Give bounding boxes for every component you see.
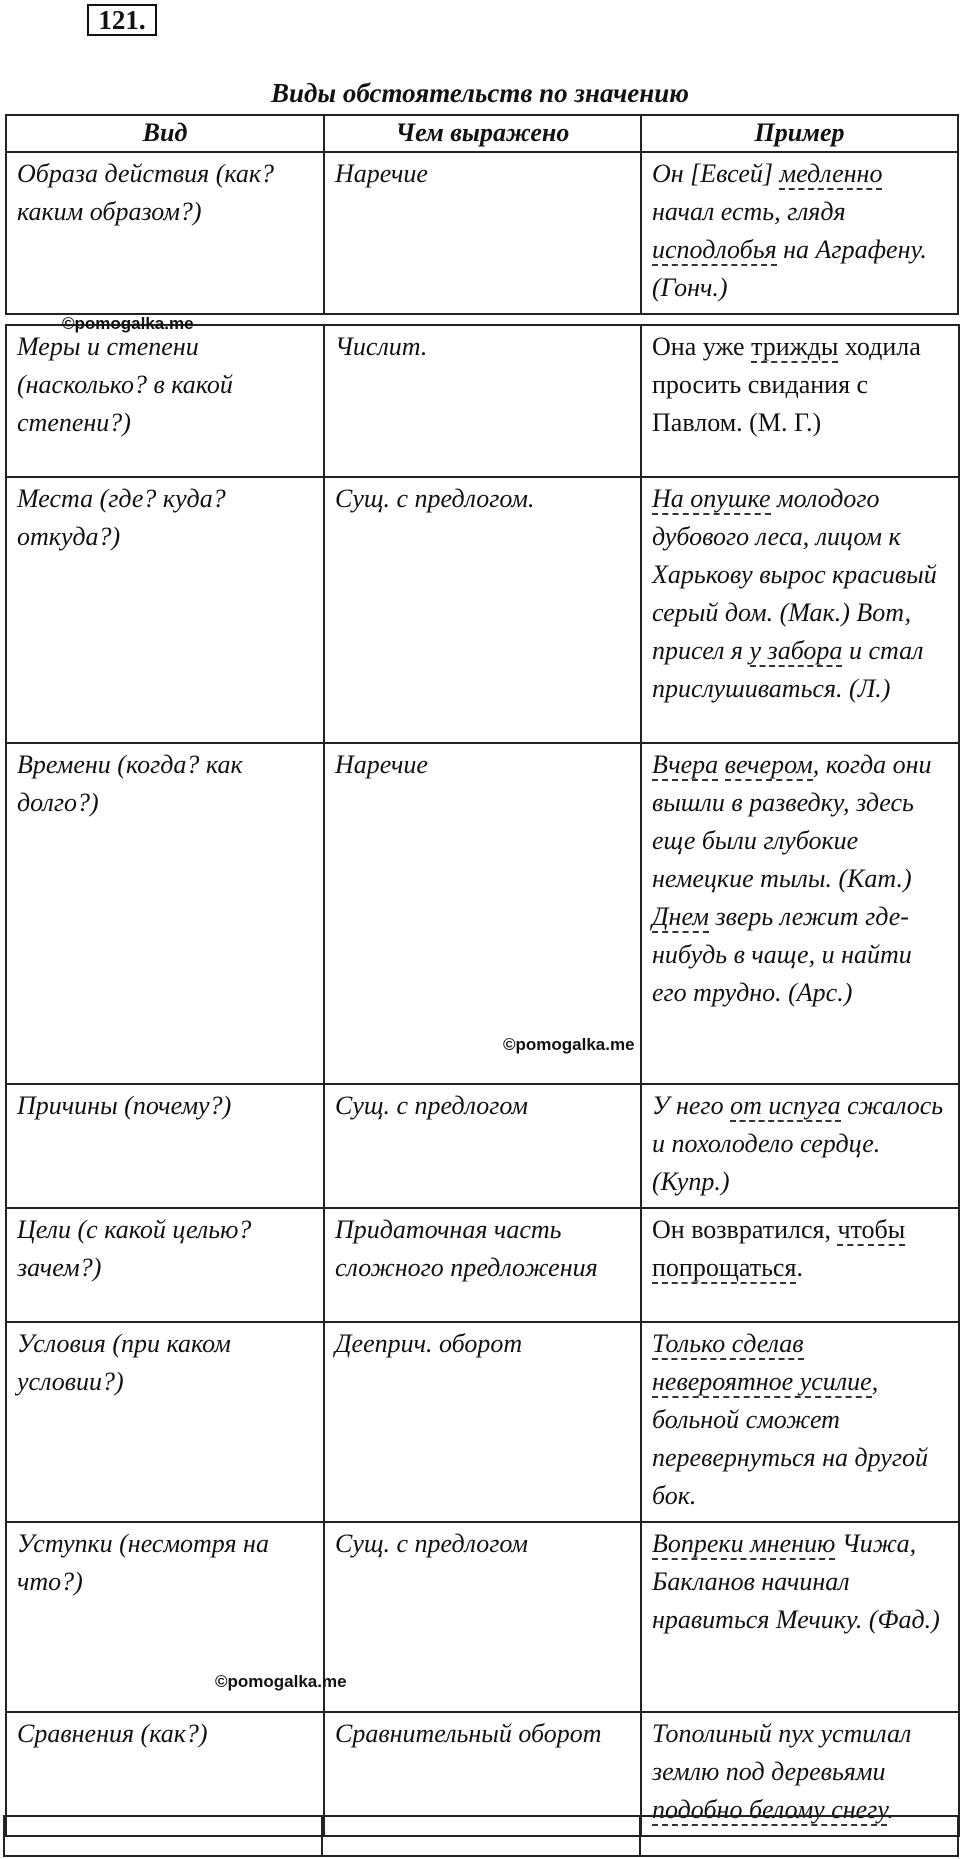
kind-cell: Цели (с какой целью? зачем?) <box>6 1208 324 1322</box>
header-kind: Вид <box>6 115 324 152</box>
adverbial-underlined: Днем <box>652 902 709 931</box>
adverbial-underlined: от испуга <box>730 1091 841 1120</box>
example-text: Чижа, Бакланов начинал нравиться Мечику. (Фад.) <box>652 1529 940 1634</box>
adverbial-underlined: исподлобья <box>652 235 777 264</box>
example-text: сжалось и похолодело сердце. (Купр.) <box>652 1091 944 1196</box>
table-title: Виды обстоятельств по значению <box>271 78 689 108</box>
empty-cell <box>4 1816 322 1856</box>
kind-cell: Сравнения (как?) <box>6 1712 324 1836</box>
example-cell <box>641 1084 959 1208</box>
kind-cell: Причины (почему?) <box>6 1084 324 1208</box>
example-text <box>718 750 725 779</box>
expressed-cell: Сущ. с предлогом <box>324 1084 641 1208</box>
empty-cell <box>640 1816 958 1856</box>
example-text: . <box>887 1795 894 1824</box>
expressed-cell: Сущ. с предлогом. <box>324 477 641 743</box>
example-text: начал есть, глядя <box>652 197 846 226</box>
example-cell <box>641 152 958 314</box>
header-expressed: Чем выражено <box>324 115 641 152</box>
adverbial-underlined: у забора <box>749 636 843 665</box>
example-text: на Аграфену. (Гонч.) <box>652 235 927 302</box>
example-text: зверь лежит где-нибудь в чаще, и найти его трудно. (Арс.) <box>652 902 912 1007</box>
kind-cell: Условия (при каком условии?) <box>6 1322 324 1522</box>
expressed-cell: Сравнительный оборот <box>324 1712 641 1836</box>
adverbial-underlined: трижды <box>751 332 839 361</box>
expressed-cell: Числит. <box>324 325 641 477</box>
adverbial-underlined: подобно белому снегу <box>652 1795 888 1824</box>
kind-cell: Места (где? куда? откуда?) <box>6 477 324 743</box>
example-cell <box>641 1322 959 1522</box>
example-text: , больной сможет перевернуться на другой бок. <box>652 1367 928 1510</box>
example-cell <box>641 1208 959 1322</box>
example-cell <box>641 325 959 477</box>
kind-cell: Меры и степени (насколько? в какой степени?) <box>6 325 324 477</box>
adverbial-underlined: Вчера <box>652 750 719 779</box>
example-text: молодого дубового леса, лицом к Харькову вырос красивый серый дом. (Мак.) Вот, присел я <box>652 484 937 665</box>
example-text: Он [Евсей] <box>652 159 780 188</box>
adverbial-underlined: медленно <box>779 159 883 188</box>
example-text: Она уже <box>652 332 752 361</box>
watermark: ©pomogalka.me <box>503 1035 635 1054</box>
kind-cell: Уступки (несмотря на что?) <box>6 1522 324 1712</box>
example-text: ходила просить свидания с Павлом. (М. Г.) <box>652 332 921 437</box>
example-cell <box>641 743 959 1084</box>
kind-cell: Времени (когда? как долго?) <box>6 743 324 1084</box>
expressed-cell: Дееприч. оборот <box>324 1322 641 1522</box>
adverbial-underlined: На опушке <box>652 484 771 513</box>
adverbials-table-part-2 <box>5 324 960 1837</box>
example-text: . <box>796 1253 803 1282</box>
example-text: Он возвратился, <box>652 1215 838 1244</box>
example-text: У него <box>652 1091 731 1120</box>
exercise-number: 121. <box>87 4 157 36</box>
kind-cell: Образа действия (как? каким образом?) <box>6 152 324 314</box>
header-example: Пример <box>641 115 958 152</box>
adverbial-underlined: Вопреки мнению <box>652 1529 836 1558</box>
example-cell <box>641 1522 959 1712</box>
table-continuation <box>3 1815 959 1857</box>
expressed-cell: Наречие <box>324 152 641 314</box>
expressed-cell: Придаточная часть сложного предложения <box>324 1208 641 1322</box>
adverbials-table-part-1 <box>5 114 959 315</box>
watermark: ©pomogalka.me <box>215 1672 347 1691</box>
expressed-cell: Сущ. с предлогом <box>324 1522 641 1712</box>
adverbial-underlined: чтобы попрощаться <box>652 1215 906 1282</box>
example-text: и стал прислушиваться. (Л.) <box>652 636 924 703</box>
example-cell <box>641 477 959 743</box>
adverbial-underlined: вечером <box>724 750 813 779</box>
watermark: ©pomogalka.me <box>62 314 194 333</box>
empty-cell <box>322 1816 640 1856</box>
adverbial-underlined: Только сделав невероятное усилие <box>652 1329 872 1396</box>
example-text: Тополиный пух устилал землю под деревьями <box>652 1719 912 1786</box>
expressed-cell: Наречие <box>324 743 641 1084</box>
example-text: , когда они вышли в разведку, здесь еще были глубокие немецкие тылы. (Кат.) <box>652 750 932 893</box>
